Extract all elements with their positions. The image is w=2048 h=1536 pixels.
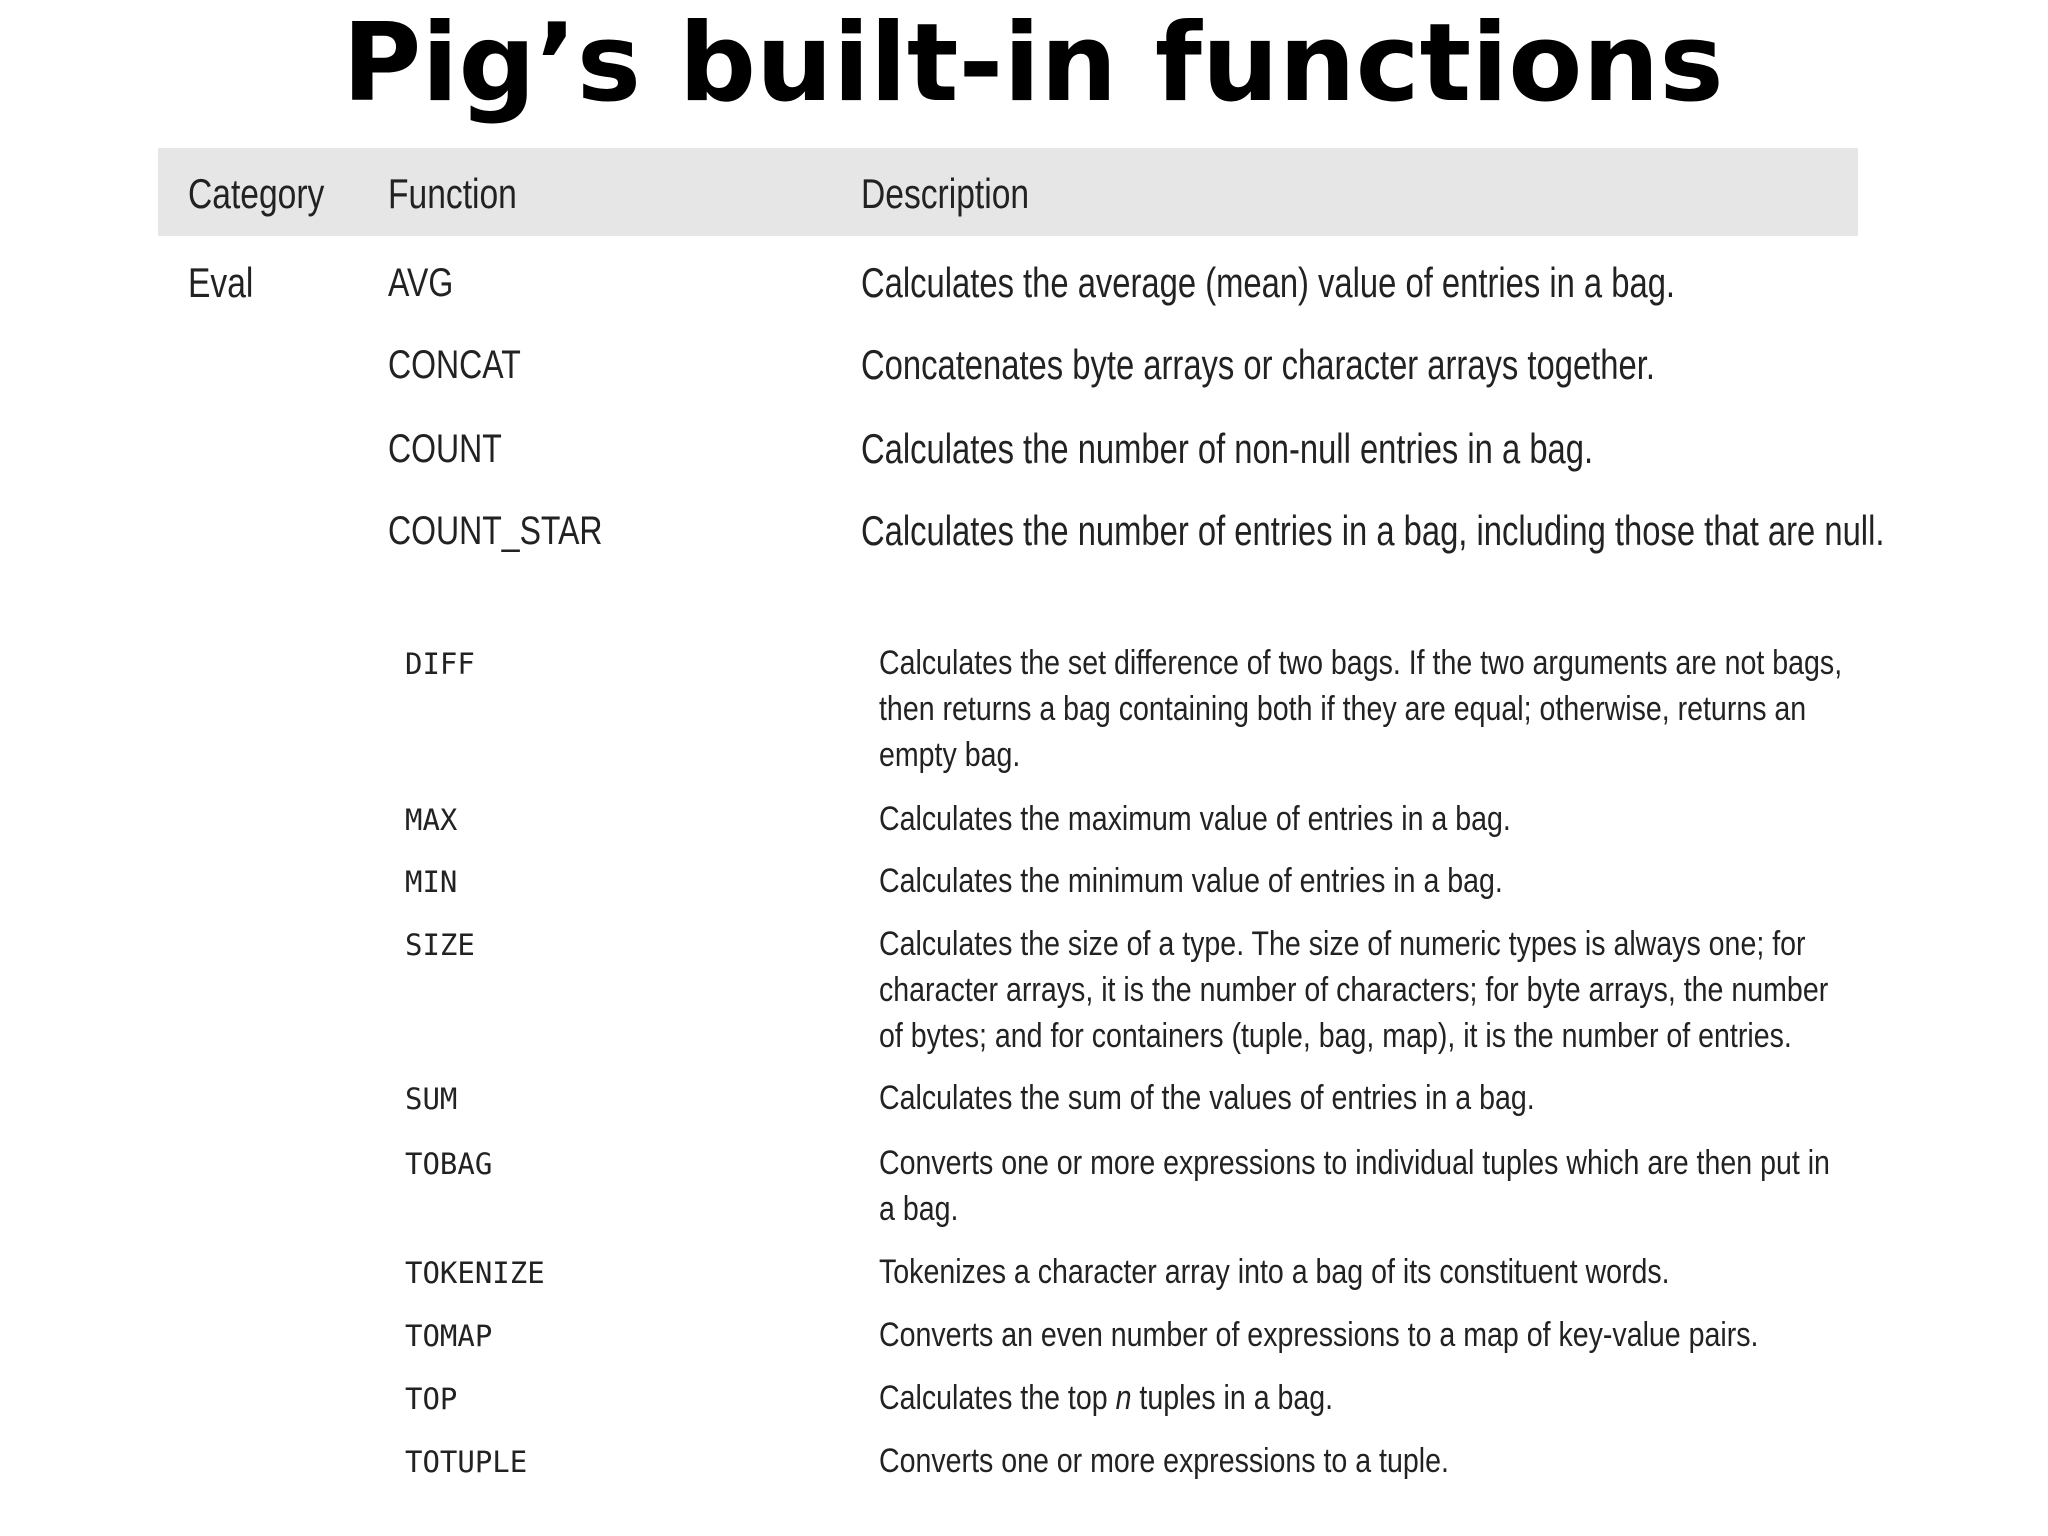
description-tomap (879, 1312, 1808, 1358)
description-italic-n: n (1115, 1379, 1132, 1417)
description-line: Converts an even number of expressions to a map of key-value pairs. (879, 1316, 1759, 1354)
description-line (879, 1375, 1808, 1421)
function-totuple: TOTUPLE (405, 1445, 528, 1479)
function-count-star: COUNT_STAR (388, 509, 603, 553)
description-line: Tokenizes a character array into a bag of its constituent words. (879, 1253, 1670, 1291)
description-avg: Calculates the average (mean) value of entries in a bag. (861, 259, 1676, 306)
function-tokenize: TOKENIZE (405, 1256, 545, 1290)
column-header-category: Category (188, 170, 325, 217)
description-concat: Concatenates byte arrays or character arrays together. (861, 341, 1655, 388)
category-cell-eval: Eval (188, 259, 254, 306)
description-text: tuples in a bag. (1131, 1379, 1334, 1417)
description-text: Calculates the top (879, 1379, 1116, 1417)
description-line: Calculates the size of a type. The size of numeric types is always one; for (879, 925, 1806, 963)
function-size: SIZE (405, 928, 475, 962)
description-line: Calculates the minimum value of entries in a bag. (879, 862, 1503, 900)
description-line: character arrays, it is the number of characters; for byte arrays, the number (879, 971, 1829, 1009)
function-top: TOP (405, 1382, 458, 1416)
description-line: Converts one or more expressions to a tuple. (879, 1442, 1449, 1480)
description-tobag (879, 1140, 1830, 1232)
function-concat: CONCAT (388, 343, 521, 387)
description-tokenize (879, 1249, 1808, 1295)
description-top (879, 1375, 1808, 1421)
function-count: COUNT (388, 427, 502, 471)
function-max: MAX (405, 803, 458, 837)
description-count: Calculates the number of non-null entries in a bag. (861, 425, 1594, 472)
column-header-description: Description (861, 170, 1030, 217)
description-totuple (879, 1438, 1808, 1484)
description-line: a bag. (879, 1190, 959, 1228)
function-diff: DIFF (405, 647, 475, 681)
description-line: Calculates the maximum value of entries in a bag. (879, 800, 1511, 838)
description-line: Calculates the set difference of two bags. If the two arguments are not bags, (879, 644, 1843, 682)
description-line: of bytes; and for containers (tuple, bag, map), it is the number of entries. (879, 1017, 1792, 1055)
description-line: Converts one or more expressions to individual tuples which are then put in (879, 1144, 1830, 1182)
description-line: then returns a bag containing both if they are equal; otherwise, returns an (879, 690, 1807, 728)
description-min (879, 858, 1808, 904)
description-max (879, 796, 1808, 842)
column-header-function: Function (388, 170, 517, 217)
description-count-star: Calculates the number of entries in a bag, including those that are null. (861, 507, 1885, 554)
function-sum: SUM (405, 1082, 458, 1116)
description-size (879, 921, 1829, 1059)
function-tomap: TOMAP (405, 1319, 493, 1353)
description-sum (879, 1075, 1808, 1121)
function-avg: AVG (388, 261, 454, 305)
description-diff (879, 640, 1843, 778)
function-min: MIN (405, 865, 458, 899)
description-line: Calculates the sum of the values of entries in a bag. (879, 1079, 1535, 1117)
function-tobag: TOBAG (405, 1147, 493, 1181)
description-line: empty bag. (879, 736, 1021, 774)
slide-title: Pig’s built-in functions (342, 1, 1724, 126)
